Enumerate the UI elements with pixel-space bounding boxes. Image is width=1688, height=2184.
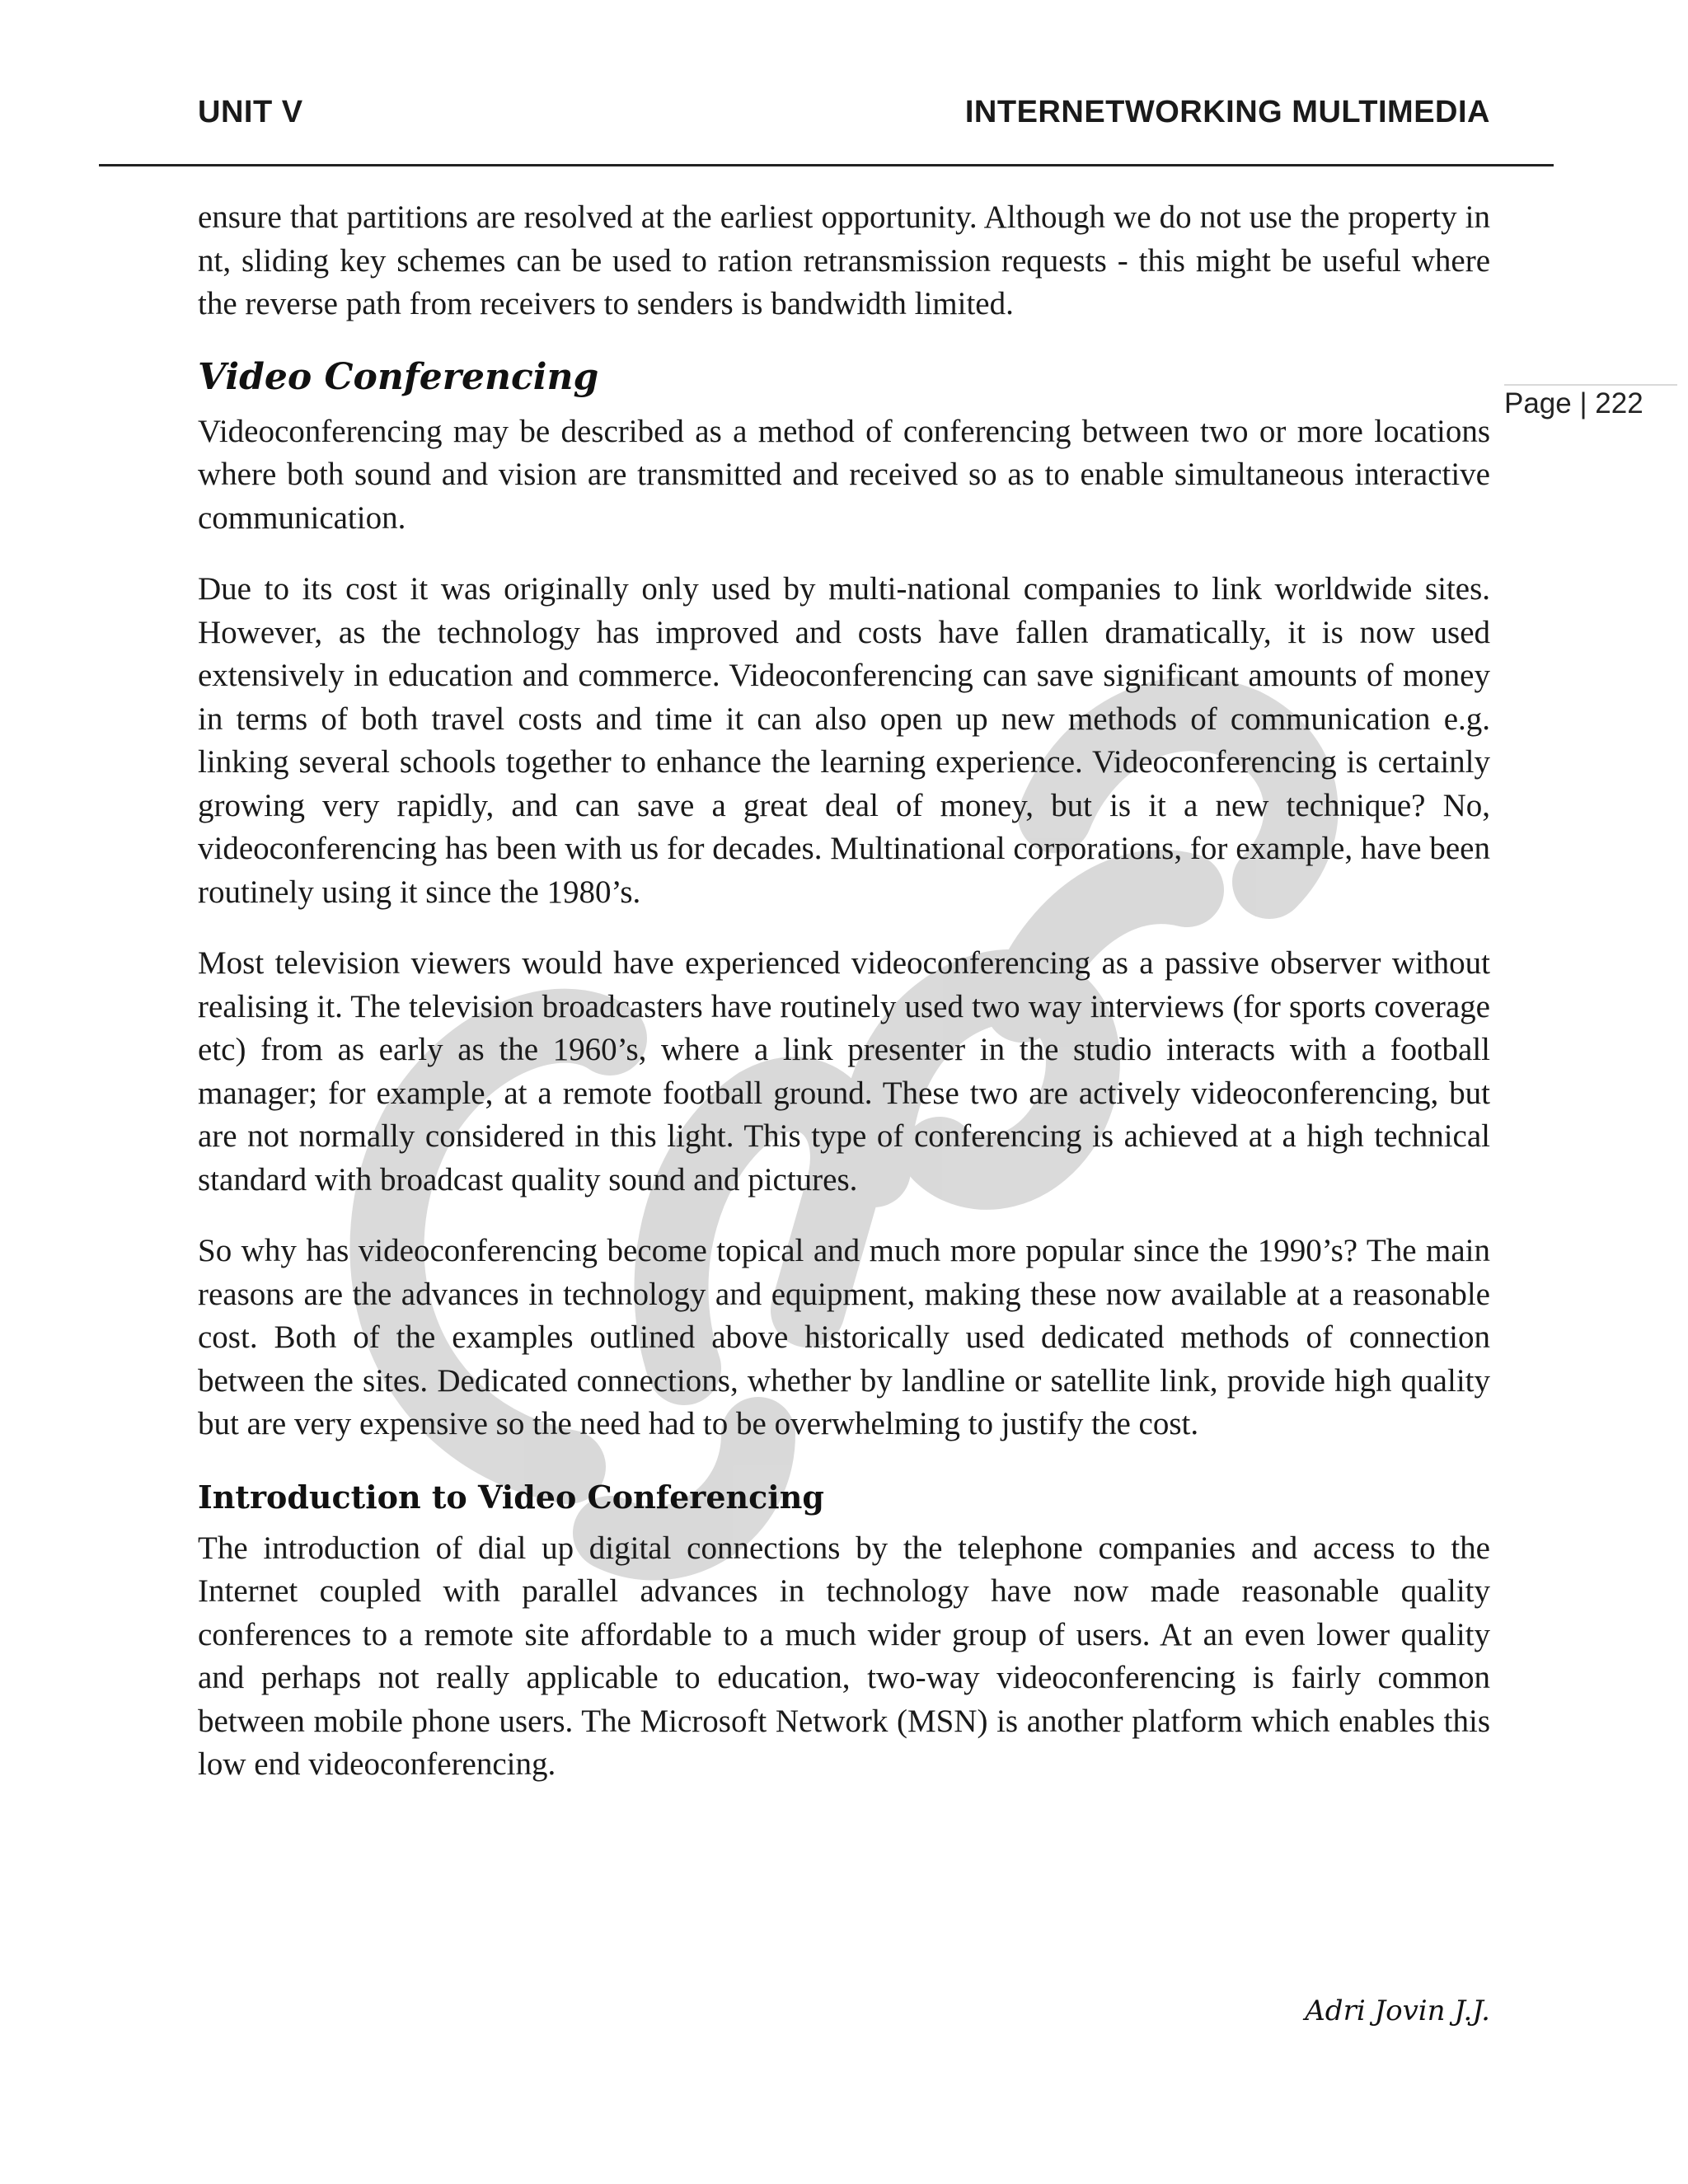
paragraph-history: Due to its cost it was originally only used by multi-national companies to link worldwide sites. However, as the technology has improved and costs have fallen dramatically, it is now used extensively in education and commerce. Videoconferencing can save significant amounts of money in terms of both travel costs and time it can also open up new methods of communication e.g. linking several schools together to enhance the learning experience. Videoconferencing is certainly growing very rapidly, and can save a great deal of money, but is it a new technique? No, videoconferencing has been with us for decades. Multinational corporations, for example, have been routinely using it since the 1980’s.	[198, 571, 1490, 910]
paragraph-popularity: So why has videoconferencing become topical and much more popular since the 1990’s? The main reasons are the advances in technology and equipment, making these now available at a reasonable cost. Both of the examples outlined above historically used dedicated methods of connection between the sites. Dedicated connections, whether by landline or satellite link, provide high quality but are very expensive so the need had to be overwhelming to justify the cost.	[198, 1233, 1490, 1441]
page-content	[198, 196, 1490, 1815]
page-number: Page | 222	[1504, 387, 1643, 419]
header-divider	[99, 164, 1554, 166]
header-unit-label: UNIT V	[198, 95, 303, 129]
paragraph-introduction: The introduction of dial up digital connections by the telephone companies and access to the Internet coupled with parallel advances in technology have now made reasonable quality conferences to a remote site affordable to a much wider group of users. At an even lower quality and perhaps not really applicable to education, two-way videoconferencing is fairly common between mobile phone users. The Microsoft Network (MSN) is another platform which enables this low end videoconferencing.	[198, 1530, 1490, 1782]
author-signature: Adri Jovin J.J.	[1305, 1994, 1490, 2027]
section-heading-introduction: Introduction to Video Conferencing	[198, 1478, 824, 1516]
paragraph-television: Most television viewers would have experienced videoconferencing as a passive observer without realising it. The television broadcasters have routinely used two way interviews (for sports coverage etc) from as early as the 1960’s, where a link presenter in the studio interacts with a football manager; for example, at a remote football ground. These two are actively videoconferencing, but are not normally considered in this light. This type of conferencing is achieved at a high technical standard with broadcast quality sound and pictures.	[198, 945, 1490, 1197]
section-heading-video-conferencing: Video Conferencing	[198, 355, 599, 398]
paragraph-definition: Videoconferencing may be described as a method of conferencing between two or more locations where both sound and vision are transmitted and received so as to enable simultaneous interactive communication.	[198, 413, 1490, 536]
page-number-divider	[1504, 384, 1677, 386]
header-chapter-title: INTERNETWORKING MULTIMEDIA	[964, 95, 1490, 129]
paragraph-continuation: ensure that partitions are resolved at the earliest opportunity. Although we do not use the property in nt, sliding key schemes can be used to ration retransmission requests - this might be useful where the reverse path from receivers to senders is bandwidth limited.	[198, 199, 1490, 321]
